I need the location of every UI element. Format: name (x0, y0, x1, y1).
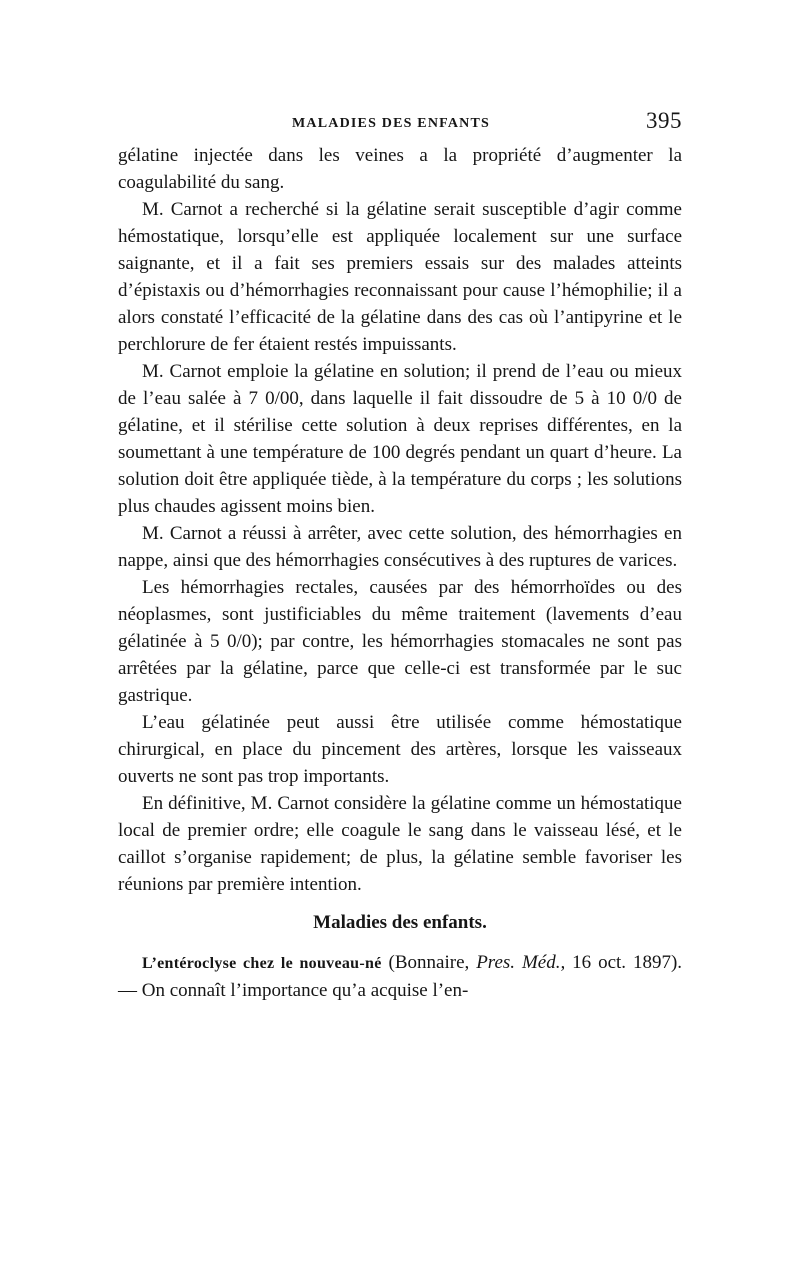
article-text: — On connaît l’importance qu’a acquise l’en- (118, 980, 469, 1001)
article-source-date: 16 oct. 1897). (572, 952, 683, 973)
paragraph: L’eau gélatinée peut aussi être utilisée comme hémostatique chirurgical, en place du pincement des artères, lorsque les vaisseaux ouverts ne sont pas trop importants. (118, 712, 682, 787)
paragraph-continuation: gélatine injectée dans les veines a la propriété d’augmenter la coagulabilité du sang. (118, 145, 682, 193)
article-paragraph (118, 949, 682, 1004)
running-head: MALADIES DES ENFANTS (292, 116, 490, 131)
paragraph: M. Carnot emploie la gélatine en solution; il prend de l’eau ou mieux de l’eau salée à 7 0/00, dans laquelle il fait dissoudre de 5 à 10 0/0 de gélatine, et il stérilise cette solution à deux reprises différentes, en la soumettant à une température de 100 degrés pendant un quart d’heure. La solution doit être appliquée tiède, à la température du corps ; les solutions plus chaudes agissent moins bien. (118, 361, 682, 517)
page (118, 108, 682, 1004)
paragraph: Les hémorrhagies rectales, causées par des hémorrhoïdes ou des néoplasmes, sont justificiables du même traitement (lavements d’eau gélatinée à 5 0/0); par contre, les hémorrhagies stomacales ne sont pas arrêtées par la gélatine, parce que celle-ci est transformée par le suc gastrique. (118, 577, 682, 706)
article-source-journal: Pres. Méd., (476, 952, 566, 973)
paragraph: M. Carnot a réussi à arrêter, avec cette solution, des hémorrhagies en nappe, ainsi que des hémorrhagies consécutives à des ruptures de varices. (118, 523, 682, 571)
article-title: L’entéroclyse chez le nouveau-né (142, 955, 382, 972)
page-header (118, 108, 682, 142)
paragraph: En définitive, M. Carnot considère la gélatine comme un hémostatique local de premier ordre; elle coagule le sang dans le vaisseau lésé, et le caillot s’organise rapidement; de plus, la gélatine semble favoriser les réunions par première intention. (118, 793, 682, 895)
article-source-open: (Bonnaire, (388, 952, 470, 973)
section-heading: Maladies des enfants. (313, 912, 487, 933)
paragraph: M. Carnot a recherché si la gélatine serait susceptible d’agir comme hémostatique, lorsqu’elle est appliquée localement sur une surface saignante, et il a fait ses premiers essais sur des malades atteints d’épistaxis ou d’hémorrhagies reconnaissant pour cause l’hémophilie; il a alors constaté l’efficacité de la gélatine dans des cas où l’antipyrine et le perchlorure de fer étaient restés impuissants. (118, 199, 682, 355)
page-number: 395 (646, 108, 682, 133)
